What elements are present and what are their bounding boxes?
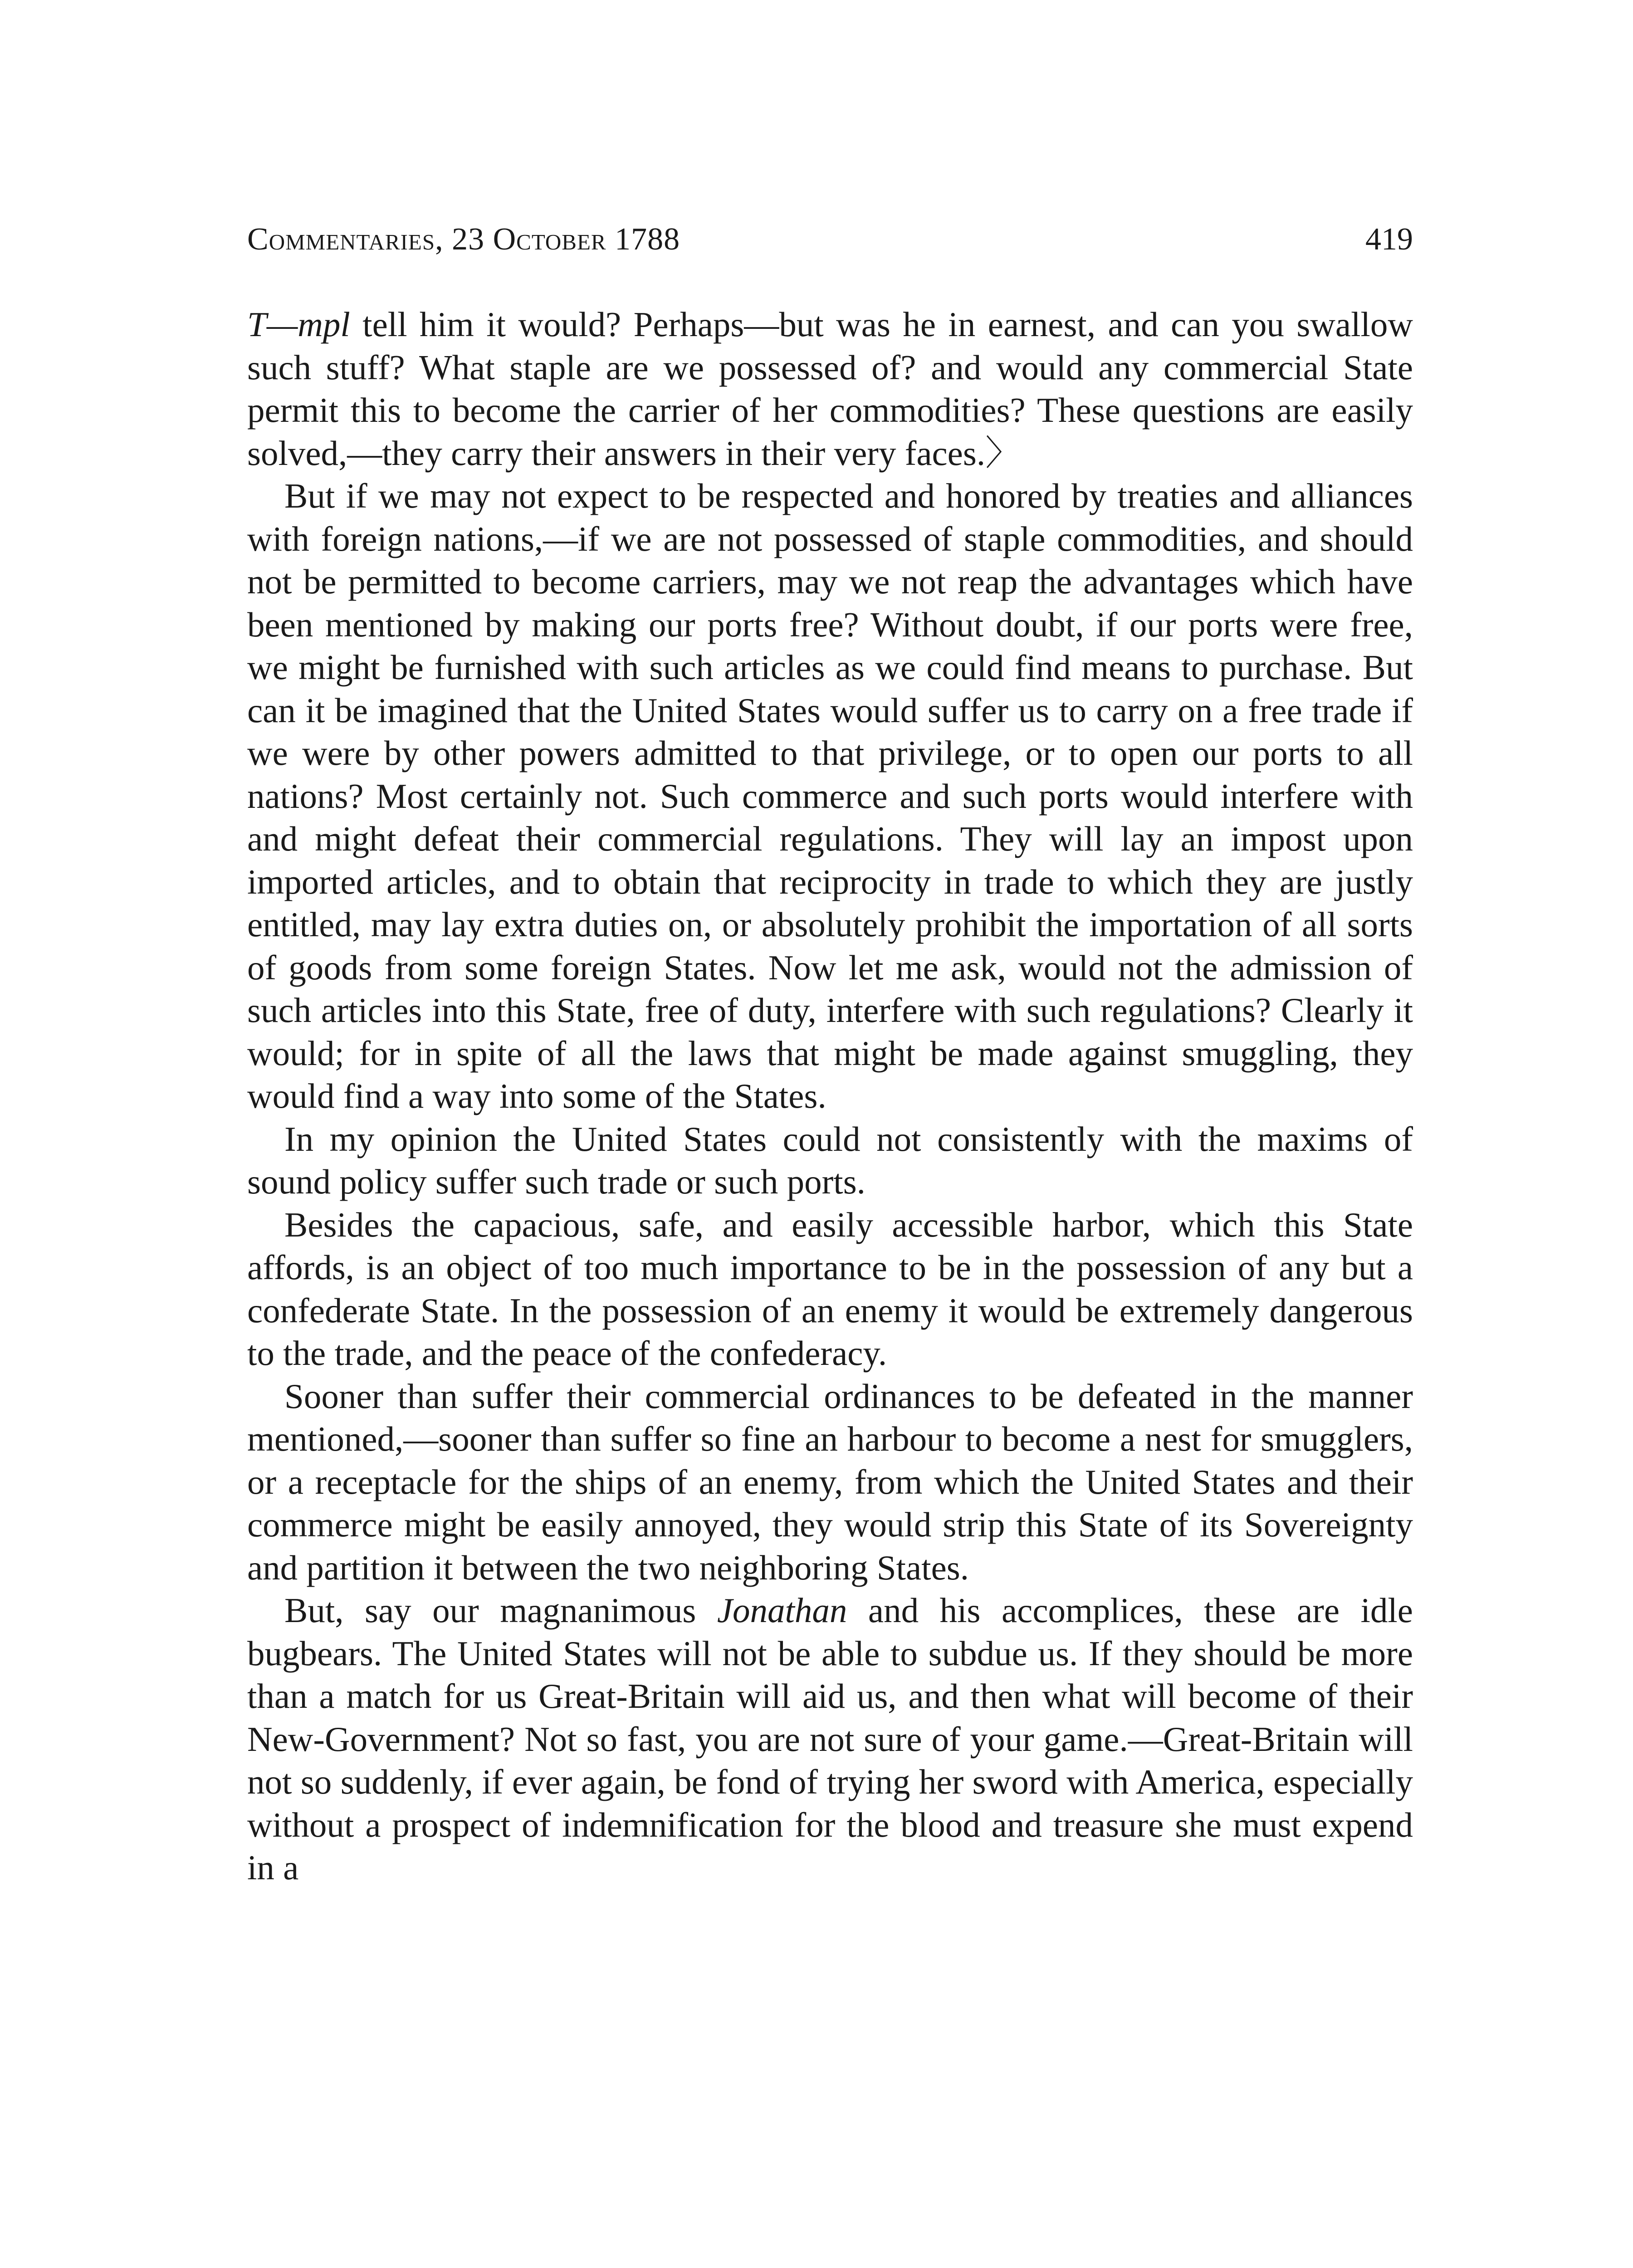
body-text [247,303,1413,1889]
running-head [247,217,1413,262]
paragraph-1-text: tell him it would? Perhaps—but was he in earnest, and can you swallow such stuff? What staple are we possessed of? and would any commercial State permit this to become the carrier of her commodities? These questions are easily solved,—they carry their answers in their very faces.〉 [247,305,1413,473]
paragraph-4: Besides the capacious, safe, and easily accessible harbor, which this State affords, is an object of too much importance to be in the possession of any but a confederate State. In the possession of an enemy it would be extremely dangerous to the trade, and the peace of the confederacy. [247,1205,1413,1373]
paragraph-5: Sooner than suffer their commercial ordinances to be defeated in the manner mentioned,—sooner than suffer so fine an harbour to become a nest for smugglers, or a receptacle for the ships of an enemy, from which the United States and their commerce might be easily annoyed, they would strip this State of its Sovereignty and partition it between the two neighboring States. [247,1376,1413,1587]
paragraph-6 [247,1589,1413,1889]
italic-name-tmpl: T—mpl [247,305,350,344]
italic-name-jonathan: Jonathan [717,1591,847,1630]
paragraph-3: In my opinion the United States could not consistently with the maxims of sound policy suffer such trade or such ports. [247,1119,1413,1201]
paragraph-6-after: and his accomplices, these are idle bugbears. The United States will not be able to subdue us. If they should be more than a match for us Great-Britain will aid us, and then what will become of their New-Government? Not so fast, you are not sure of your game.—Great-Britain will not so suddenly, if ever again, be fond of trying her sword with America, especially without a prospect of indemnification for the blood and treasure she must expend in a [247,1591,1413,1887]
page-number: 419 [1365,222,1413,257]
paragraph-6-before: But, say our magnanimous [284,1591,717,1630]
paragraph-2: But if we may not expect to be respected and honored by treaties and alliances with foreign nations,—if we are not possessed of staple commodities, and should not be permitted to become carriers, may we not reap the advantages which have been mentioned by making our ports free? Without doubt, if our ports were free, we might be furnished with such articles as we could find means to purchase. But can it be imagined that the United States would suffer us to carry on a free trade if we were by other powers admitted to that privilege, or to open our ports to all nations? Most certainly not. Such commerce and such ports would interfere with and might defeat their commercial regulations. They will lay an impost upon imported articles, and to obtain that reciprocity in trade to which they are justly entitled, may lay extra duties on, or absolutely prohibit the importation of all sorts of goods from some foreign States. Now let me ask, would not the admission of such articles into this State, free of duty, interfere with such regulations? Clearly it would; for in spite of all the laws that might be made against smuggling, they would find a way into some of the States. [247,476,1413,1115]
paragraph-1 [247,303,1413,474]
running-title: Commentaries, 23 October 1788 [247,222,680,257]
